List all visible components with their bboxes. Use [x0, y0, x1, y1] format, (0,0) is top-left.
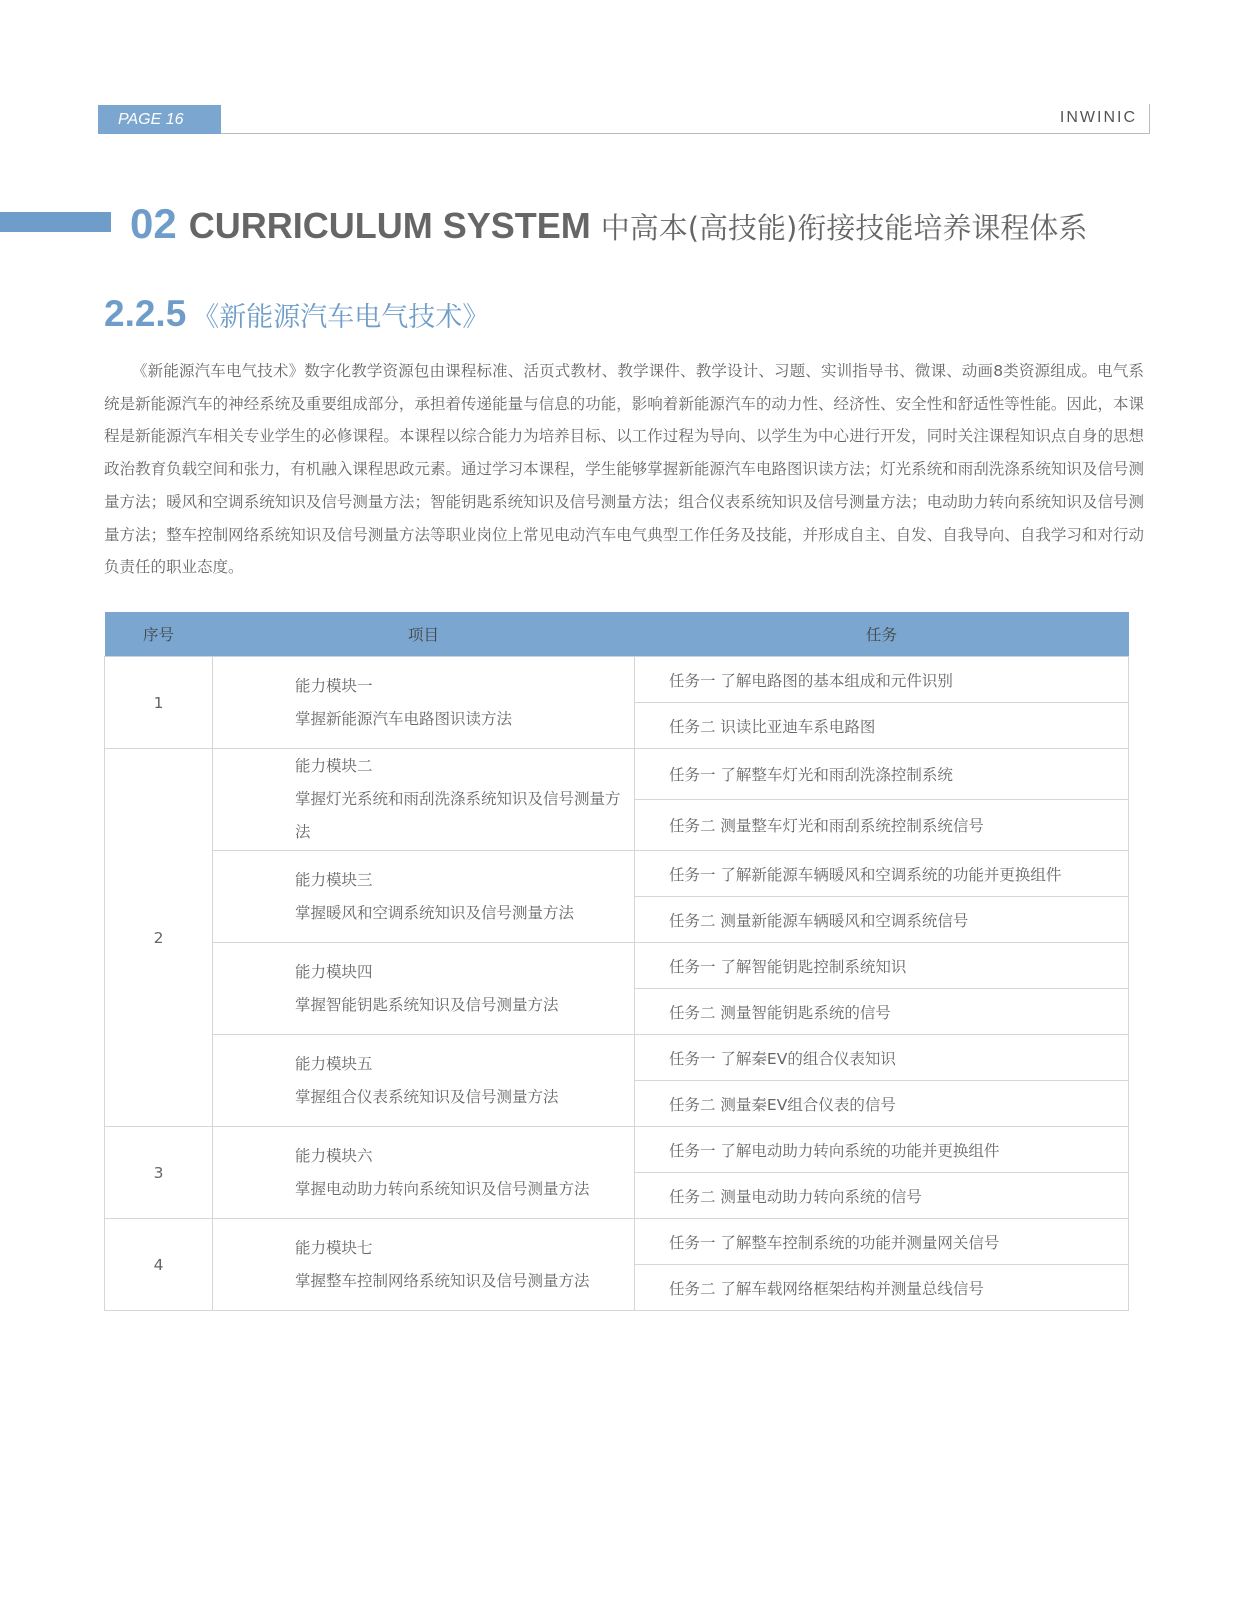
module-name: 能力模块四 — [295, 962, 373, 981]
table-row — [105, 749, 1129, 800]
row-index: 3 — [105, 1127, 213, 1219]
module-description: 掌握暖风和空调系统知识及信号测量方法 — [295, 903, 575, 922]
section-heading — [104, 293, 489, 335]
module-cell — [213, 851, 635, 943]
header-task: 任务 — [635, 612, 1129, 657]
task-cell: 任务二 测量电动助力转向系统的信号 — [635, 1173, 1129, 1219]
table-row — [105, 851, 1129, 897]
module-description: 掌握灯光系统和雨刮洗涤系统知识及信号测量方法 — [295, 790, 621, 841]
chapter-accent-bar — [0, 212, 111, 232]
table-row — [105, 1035, 1129, 1081]
task-cell: 任务二 测量整车灯光和雨刮系统控制系统信号 — [635, 800, 1129, 851]
table-header-row — [105, 612, 1129, 657]
table-row — [105, 657, 1129, 703]
row-index: 2 — [105, 749, 213, 1127]
page-label: PAGE 16 — [98, 105, 221, 134]
task-cell: 任务一 了解整车控制系统的功能并测量网关信号 — [635, 1219, 1129, 1265]
module-cell — [213, 657, 635, 749]
module-name: 能力模块五 — [295, 1054, 373, 1073]
module-name: 能力模块三 — [295, 870, 373, 889]
curriculum-table — [104, 612, 1129, 1311]
module-name: 能力模块六 — [295, 1146, 373, 1165]
section-title: 《新能源汽车电气技术》 — [192, 302, 490, 333]
chapter-title-en: CURRICULUM SYSTEM — [188, 205, 591, 246]
task-cell: 任务一 了解新能源车辆暖风和空调系统的功能并更换组件 — [635, 851, 1129, 897]
chapter-number: 02 — [130, 200, 177, 247]
chapter-title-cn: 中高本(高技能)衔接技能培养课程体系 — [600, 211, 1088, 245]
module-description: 掌握整车控制网络系统知识及信号测量方法 — [295, 1271, 590, 1290]
task-cell: 任务一 了解智能钥匙控制系统知识 — [635, 943, 1129, 989]
brand-name: INWINIC — [1059, 109, 1137, 126]
module-description: 掌握电动助力转向系统知识及信号测量方法 — [295, 1179, 590, 1198]
task-cell: 任务二 识读比亚迪车系电路图 — [635, 703, 1129, 749]
header-vertical-divider — [1149, 104, 1150, 134]
module-cell — [213, 1127, 635, 1219]
header-project: 项目 — [213, 612, 635, 657]
module-name: 能力模块二 — [295, 757, 373, 775]
module-cell — [213, 1219, 635, 1311]
task-cell: 任务二 测量秦EV组合仪表的信号 — [635, 1081, 1129, 1127]
module-cell — [213, 1035, 635, 1127]
table-row — [105, 943, 1129, 989]
task-cell: 任务一 了解电路图的基本组成和元件识别 — [635, 657, 1129, 703]
module-description: 掌握组合仪表系统知识及信号测量方法 — [295, 1087, 559, 1106]
task-cell: 任务二 了解车载网络框架结构并测量总线信号 — [635, 1265, 1129, 1311]
row-index: 4 — [105, 1219, 213, 1311]
header-divider — [221, 133, 1150, 134]
module-cell — [213, 943, 635, 1035]
row-index: 1 — [105, 657, 213, 749]
module-name: 能力模块七 — [295, 1238, 373, 1257]
task-cell: 任务一 了解电动助力转向系统的功能并更换组件 — [635, 1127, 1129, 1173]
intro-paragraph: 《新能源汽车电气技术》数字化教学资源包由课程标准、活页式教材、教学课件、教学设计、习题、实训指导书、微课、动画8类资源组成。电气系统是新能源汽车的神经系统及重要组成部分，承担着传递能量与信息的功能，影响着新能源汽车的动力性、经济性、安全性和舒适性等性能。因此，本课程是新能源汽车相关专业学生的必修课程。本课程以综合能力为培养目标、以工作过程为导向、以学生为中心进行开发，同时关注课程知识点自身的思想政治教育负载空间和张力，有机融入课程思政元素。通过学习本课程，学生能够掌握新能源汽车电路图识读方法；灯光系统和雨刮洗涤系统知识及信号测量方法；暖风和空调系统知识及信号测量方法；智能钥匙系统知识及信号测量方法；组合仪表系统知识及信号测量方法；电动助力转向系统知识及信号测量方法；整车控制网络系统知识及信号测量方法等职业岗位上常见电动汽车电气典型工作任务及技能，并形成自主、自发、自我导向、自我学习和对行动负责任的职业态度。 — [104, 362, 1144, 577]
module-name: 能力模块一 — [295, 676, 373, 695]
header-index: 序号 — [105, 612, 213, 657]
module-description: 掌握智能钥匙系统知识及信号测量方法 — [295, 995, 559, 1014]
task-cell: 任务一 了解秦EV的组合仪表知识 — [635, 1035, 1129, 1081]
task-cell: 任务二 测量新能源车辆暖风和空调系统信号 — [635, 897, 1129, 943]
module-description: 掌握新能源汽车电路图识读方法 — [295, 709, 513, 728]
chapter-heading — [130, 200, 1087, 248]
task-cell: 任务一 了解整车灯光和雨刮洗涤控制系统 — [635, 749, 1129, 800]
task-cell: 任务二 测量智能钥匙系统的信号 — [635, 989, 1129, 1035]
module-cell — [213, 749, 635, 851]
table-row — [105, 1219, 1129, 1265]
table-row — [105, 1127, 1129, 1173]
section-number: 2.2.5 — [104, 293, 187, 334]
